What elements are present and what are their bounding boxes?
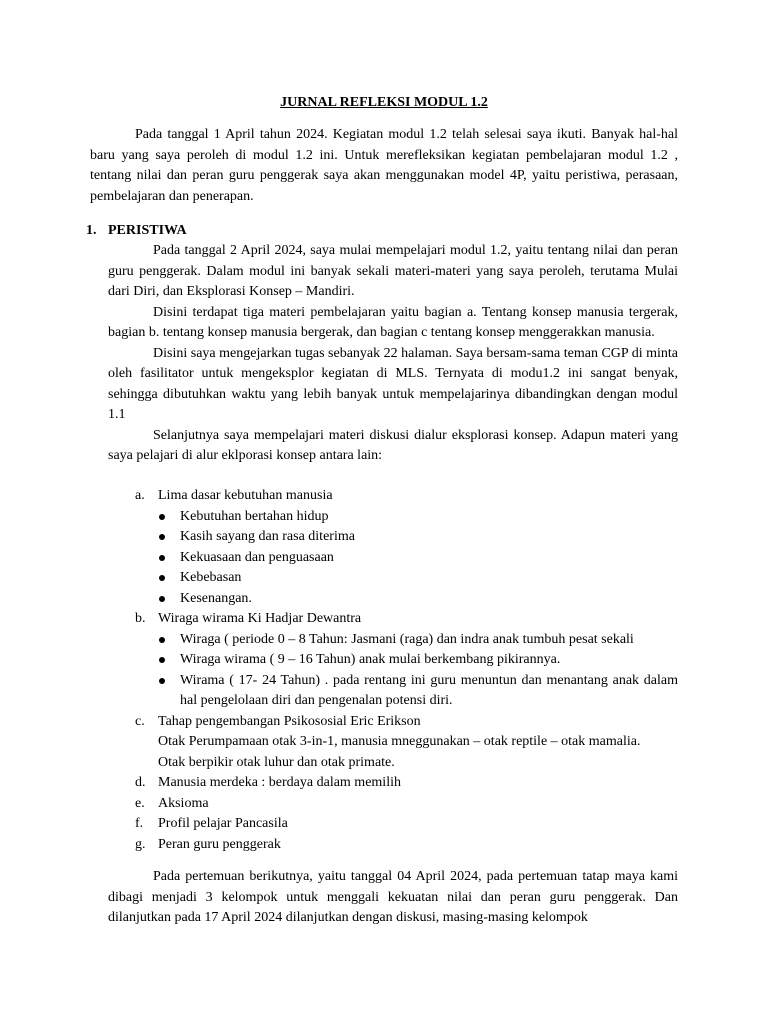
list-item-c (108, 712, 678, 733)
section-body (108, 241, 678, 467)
bullet-item (108, 507, 678, 528)
bullet-icon (159, 596, 165, 602)
bullet-item (108, 589, 678, 610)
list-marker: f. (135, 816, 144, 831)
list-marker: d. (135, 775, 146, 790)
list-item-label: Tahap pengembangan Psikososial Eric Erikson (158, 713, 421, 729)
intro-paragraph: Pada tanggal 1 April tahun 2024. Kegiatan modul 1.2 telah selesai saya ikuti. Banyak hal-hal baru yang saya peroleh di modul 1.2 ini. Untuk merefleksikan kegiatan pembelajaran modul 1.2 , tentang nilai dan peran guru penggerak saya akan menggunakan model 4P, yaitu peristiwa, perasaan, pembelajaran dan penerapan. (90, 127, 678, 204)
materials-list (108, 486, 678, 855)
bullet-icon (159, 514, 165, 520)
bullet-text: Wirama ( 17- 24 Tahun) . pada rentang ini guru menuntun dan menantang anak dalam hal pengelolaan diri dan pengenalan potensi diri. (180, 672, 678, 708)
bullet-text: Wiraga ( periode 0 – 8 Tahun: Jasmani (raga) dan indra anak tumbuh pesat sekali (180, 631, 634, 647)
bullet-item (108, 630, 678, 651)
list-item-a (108, 486, 678, 507)
section-paragraph: Pada tanggal 2 April 2024, saya mulai mempelajari modul 1.2, yaitu tentang nilai dan peran guru penggerak. Dalam modul ini banyak sekali materi-materi yang saya peroleh, terutama Mulai dari Diri, dan Eksplorasi Konsep – Mandiri. (108, 243, 678, 299)
section-paragraph: Disini terdapat tiga materi pembelajaran yaitu bagian a. Tentang konsep manusia tergerak, bagian b. tentang konsep manusia bergerak, dan bagian c tentang konsep menggerakkan manusia. (108, 304, 678, 340)
bullet-item (108, 527, 678, 548)
list-item-line: Otak Perumpamaan otak 3-in-1, manusia mneggunakan – otak reptile – otak mamalia. (158, 734, 641, 749)
list-item-e (108, 794, 678, 815)
closing-block (108, 867, 678, 929)
section-paragraph: Disini saya mengejarkan tugas sebanyak 22 halaman. Saya bersam-sama teman CGP di minta oleh fasilitator untuk mengeksplor kegiatan di MLS. Ternyata di modu1.2 ini sangat benyak, sehingga dibutuhkan waktu yang lebih banyak untuk mempelajarinya dibandingkan dengan modul 1.1 (108, 345, 678, 422)
bullet-text: Kebutuhan bertahan hidup (180, 508, 329, 524)
bullet-item (108, 671, 678, 712)
list-item-f (108, 814, 678, 835)
section-number: 1. (86, 223, 97, 238)
list-item-label: Lima dasar kebutuhan manusia (158, 488, 333, 503)
bullet-icon (159, 637, 165, 643)
section-title: PERISTIWA (108, 223, 187, 238)
closing-paragraph: Pada pertemuan berikutnya, yaitu tanggal 04 April 2024, pada pertemuan tatap maya kami dibagi menjadi 3 kelompok untuk menggali kekuatan nilai dan peran guru penggerak. Dan dilanjutkan pada 17 April 2024 dilanjutkan dengan diskusi, masing-masing kelompok (108, 869, 678, 925)
list-item-g (108, 835, 678, 856)
list-marker: c. (135, 713, 145, 729)
list-marker: a. (135, 488, 145, 503)
list-item-b (108, 609, 678, 630)
list-marker: e. (135, 795, 145, 811)
bullet-icon (159, 555, 165, 561)
list-item-label: Aksioma (158, 795, 209, 811)
bullet-text: Kesenangan. (180, 590, 252, 606)
list-item-label: Wiraga wirama Ki Hadjar Dewantra (158, 611, 362, 626)
bullet-item (108, 548, 678, 569)
list-marker: b. (135, 611, 146, 626)
bullet-text: Kekuasaan dan penguasaan (180, 549, 334, 565)
bullet-icon (159, 575, 165, 581)
list-item-label: Profil pelajar Pancasila (158, 816, 288, 831)
bullet-icon (159, 678, 165, 684)
list-item-line: Otak berpikir otak luhur dan otak primate. (158, 754, 395, 770)
bullet-text: Kasih sayang dan rasa diterima (180, 529, 355, 544)
bullet-item (108, 650, 678, 671)
list-item-label: Peran guru penggerak (158, 836, 281, 852)
list-item-label: Manusia merdeka : berdaya dalam memilih (158, 775, 401, 790)
list-marker: g. (135, 836, 146, 852)
bullet-text: Wiraga wirama ( 9 – 16 Tahun) anak mulai berkembang pikirannya. (180, 652, 561, 667)
bullet-icon (159, 657, 165, 663)
intro-block (90, 125, 678, 207)
bullet-item (108, 568, 678, 589)
list-item-d (108, 773, 678, 794)
document-title: JURNAL REFLEKSI MODUL 1.2 (280, 95, 488, 110)
bullet-icon (159, 534, 165, 540)
section-paragraph: Selanjutnya saya mempelajari materi diskusi dialur eksplorasi konsep. Adapun materi yang saya pelajari di alur eklporasi konsep antara lain: (108, 427, 678, 463)
bullet-text: Kebebasan (180, 570, 242, 585)
